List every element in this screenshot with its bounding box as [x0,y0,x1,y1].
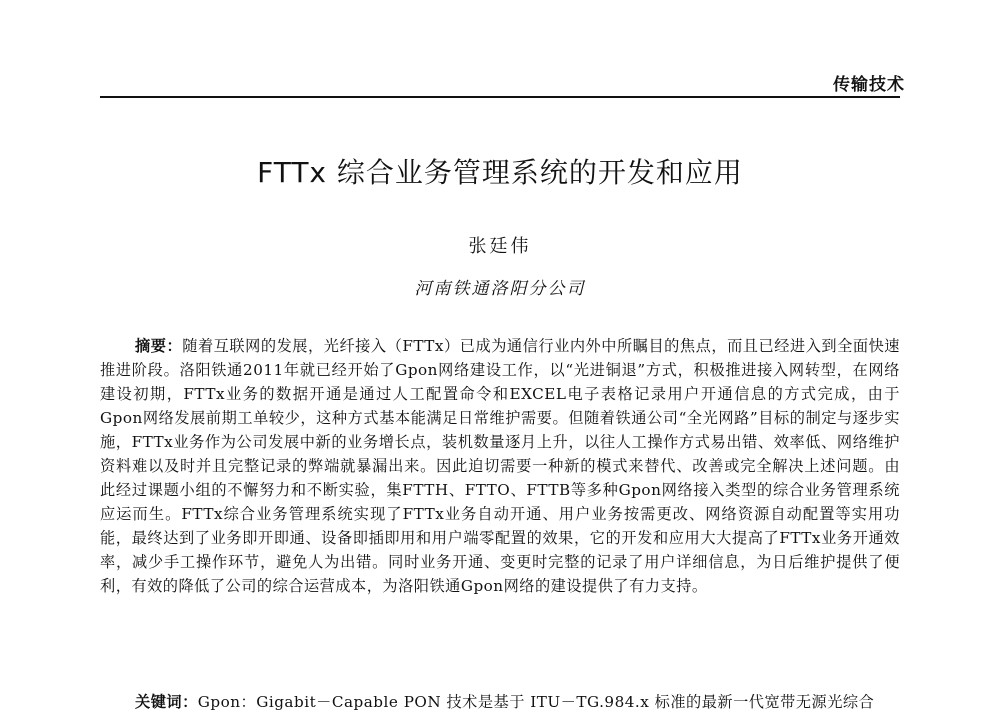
abstract-label: 摘要： [135,337,183,355]
journal-section-header: 传输技术 [833,75,905,95]
abstract-text: 随着互联网的发展，光纤接入（FTTx）已成为通信行业内外中所瞩目的焦点，而且已经进入到全面快速推进阶段。洛阳铁通2011年就已经开始了Gpon网络建设工作，以“光进铜退”方式，积极推进接入网转型，在网络建设初期，FTTx业务的数据开通是通过人工配置命令和EXCEL电子表格记录用户开通信息的方式完成，由于Gpon网络发展前期工单较少，这种方式基本能满足日常维护需要。但随着铁通公司“全光网路”目标的制定与逐步实施，FTTx业务作为公司发展中新的业务增长点，装机数量逐月上升，以往人工操作方式易出错、效率低、网络维护资料难以及时并且完整记录的弊端就暴漏出来。因此迫切需要一种新的模式来替代、改善或完全解决上述问题。由此经过课题小组的不懈努力和不断实验，集FTTH、FTTO、FTTB等多种Gpon网络接入类型的综合业务管理系统应运而生。FTTx综合业务管理系统实现了FTTx业务自动开通、用户业务按需更改、网络资源自动配置等实用功能，最终达到了业务即开即通、设备即插即用和用户端零配置的效果，它的开发和应用大大提高了FTTx业务开通效率，减少手工操作环节，避免人为出错。同时业务开通、变更时完整的记录了用户详细信息，为日后维护提供了便利，有效的降低了公司的综合运营成本，为洛阳铁通Gpon网络的建设提供了有力支持。 [100,337,900,595]
keywords-text: Gpon：Gigabit－Capable PON 技术是基于 ITU－TG.984.x 标准的最新一代宽带无源光综合 [197,693,875,711]
paper-title: FTTx 综合业务管理系统的开发和应用 [257,156,743,189]
abstract-paragraph [100,334,900,598]
author-name: 张廷伟 [468,236,532,257]
keywords-label: 关键词： [135,693,198,711]
header-divider [100,96,900,98]
author-affiliation: 河南铁通洛阳分公司 [414,279,586,299]
keywords-paragraph [100,690,900,714]
